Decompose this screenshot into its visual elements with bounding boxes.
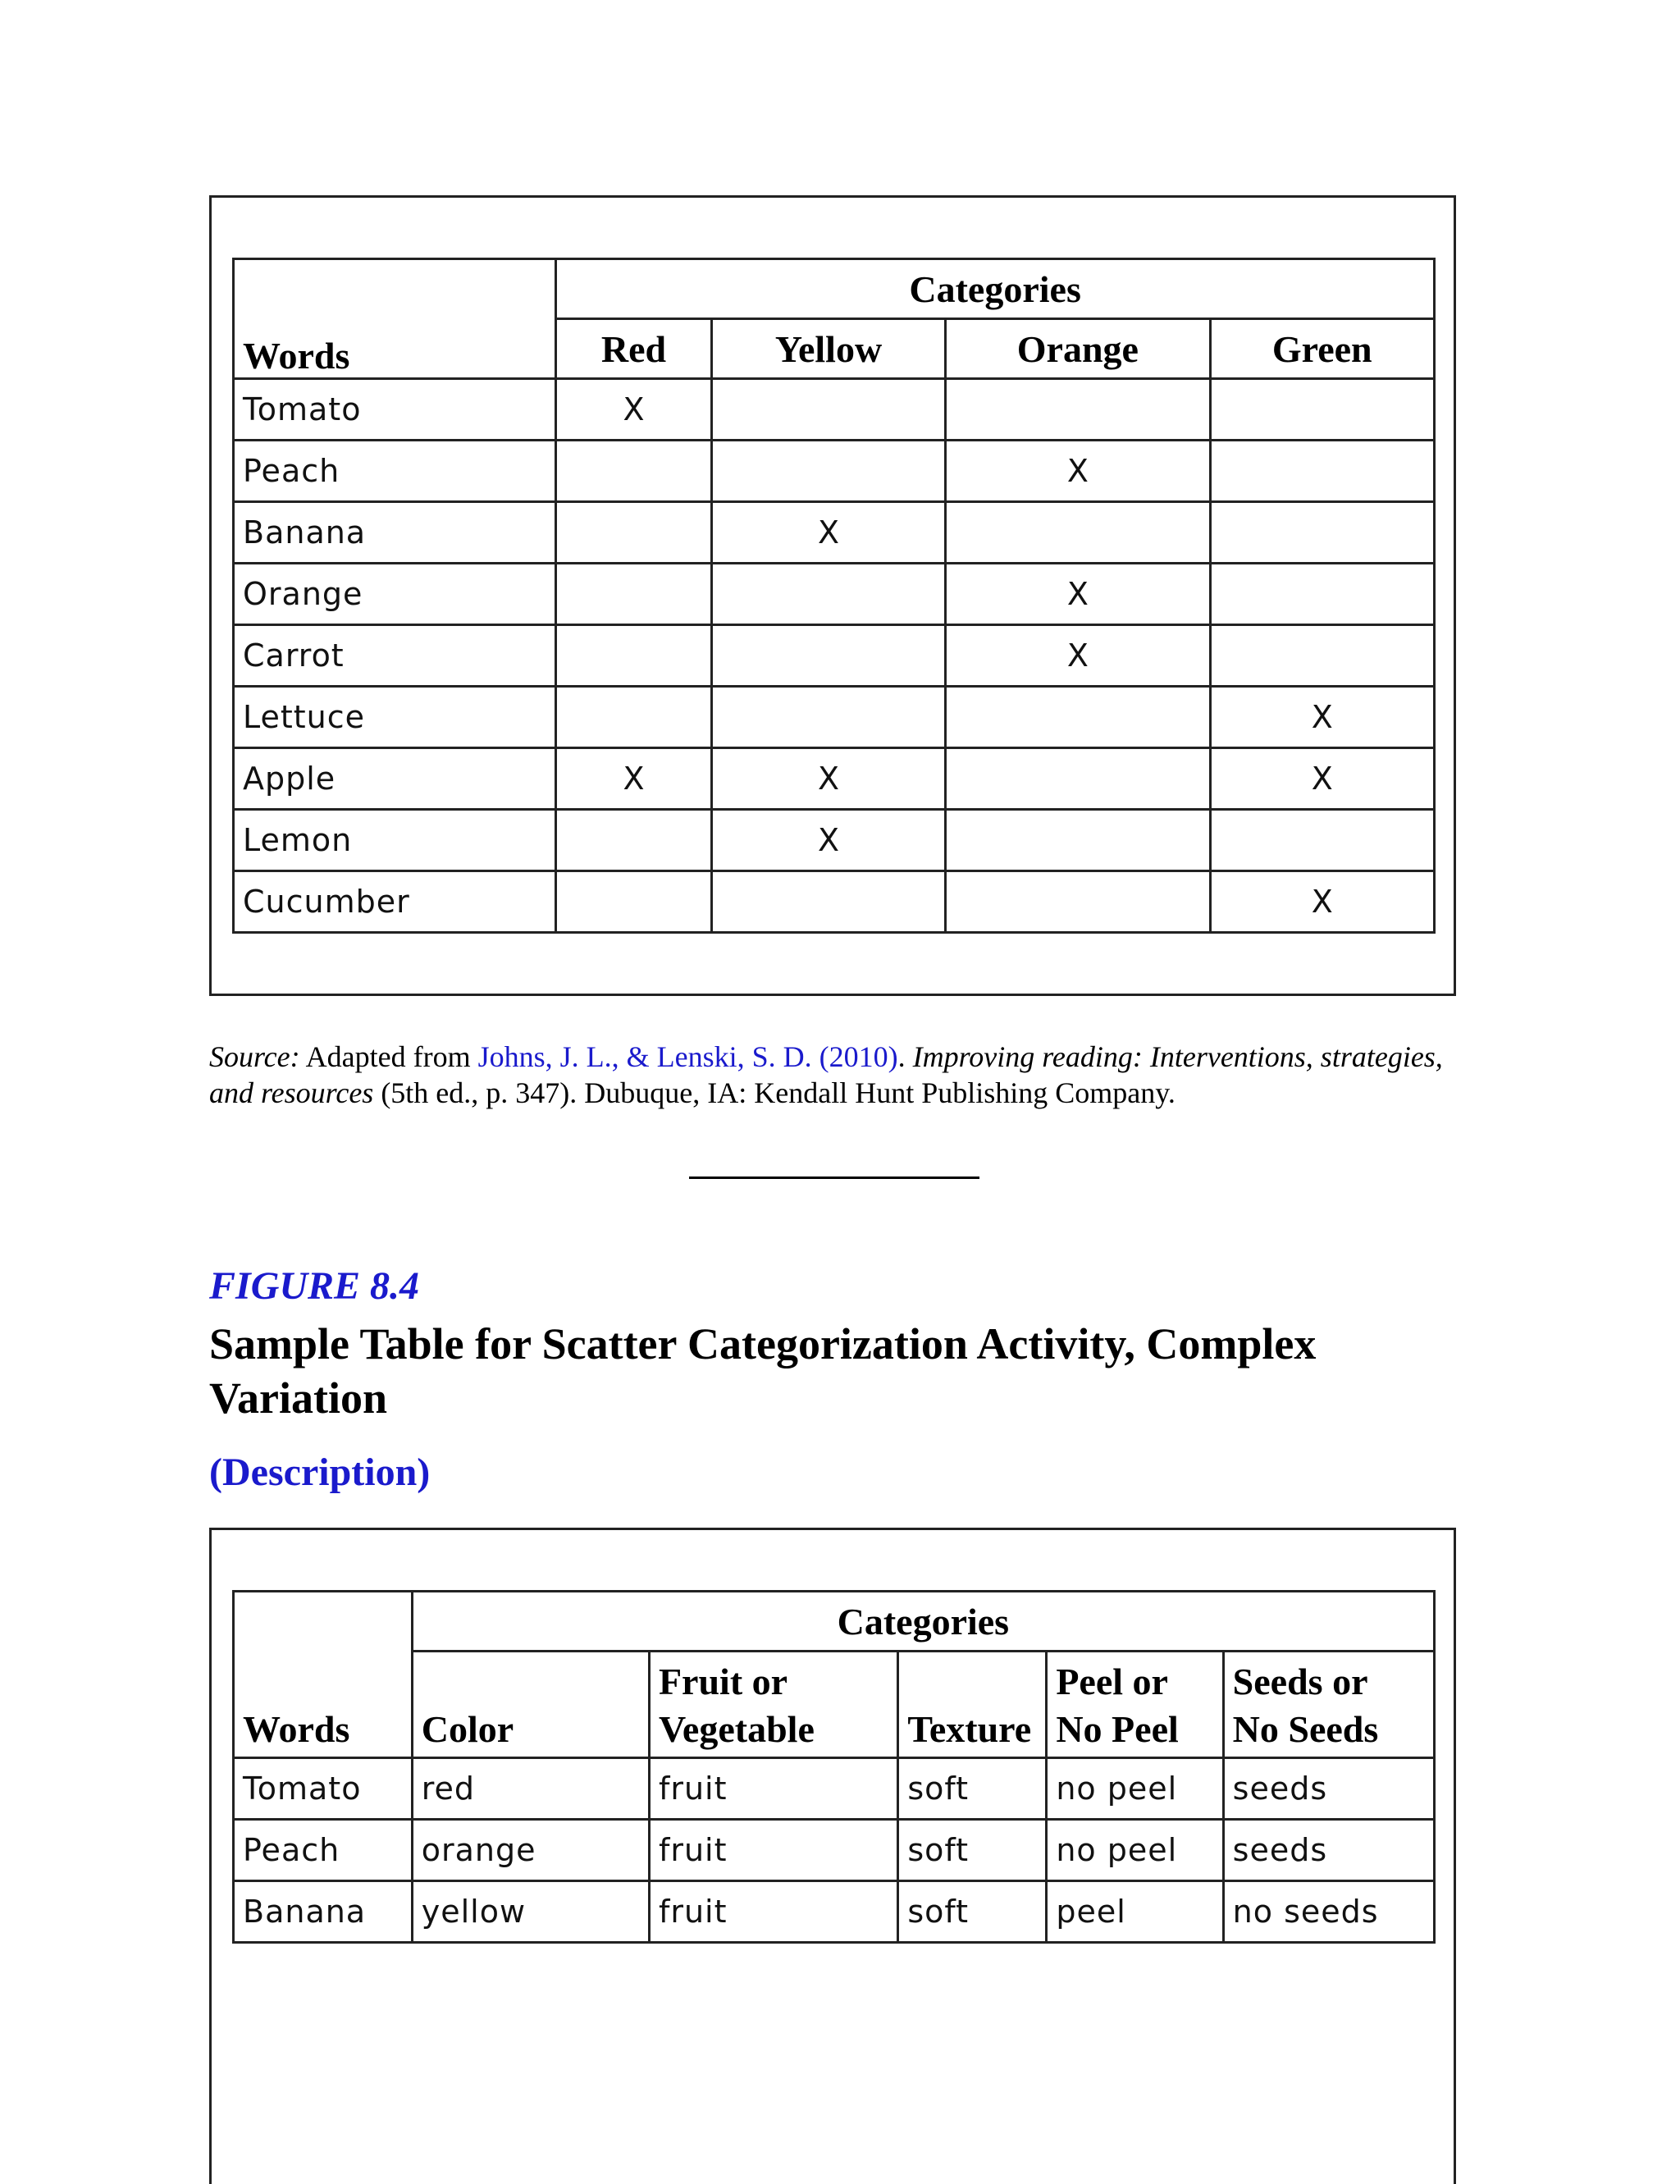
table-row (234, 687, 1435, 748)
mark-cell: X (711, 502, 945, 564)
table-frame-complex (209, 1528, 1456, 2184)
mark-cell (711, 687, 945, 748)
value-cell: yellow (412, 1881, 649, 1943)
column-header: Red (556, 319, 712, 379)
mark-cell (946, 810, 1210, 871)
column-header (1223, 1652, 1434, 1758)
mark-cell: X (946, 441, 1210, 502)
table-row (234, 810, 1435, 871)
categories-header: Categories (556, 259, 1435, 319)
table-row (234, 379, 1435, 441)
source-after-link: . (897, 1040, 913, 1073)
column-header-line2: Color (421, 1708, 514, 1750)
value-cell: fruit (649, 1758, 897, 1820)
complex-categories-table (232, 1590, 1436, 1944)
mark-cell (1210, 625, 1434, 687)
table-row (234, 1820, 1435, 1881)
mark-cell (946, 502, 1210, 564)
value-cell: soft (898, 1758, 1047, 1820)
mark-cell (556, 564, 712, 625)
table-row (234, 1758, 1435, 1820)
value-cell: no peel (1047, 1820, 1223, 1881)
word-cell: Tomato (234, 379, 556, 441)
mark-cell: X (1210, 871, 1434, 933)
column-header: Yellow (711, 319, 945, 379)
column-header-line1: Peel or (1056, 1661, 1168, 1702)
color-categories-table (232, 258, 1436, 934)
mark-cell (711, 441, 945, 502)
book-title: Improving reading: Interventions, strategies, and resources (209, 1040, 1443, 1109)
word-cell: Carrot (234, 625, 556, 687)
mark-cell (1210, 810, 1434, 871)
word-cell: Cucumber (234, 871, 556, 933)
value-cell: red (412, 1758, 649, 1820)
source-prefix: Adapted from (299, 1040, 478, 1073)
word-cell: Banana (234, 1881, 413, 1943)
word-cell: Lettuce (234, 687, 556, 748)
value-cell: seeds (1223, 1820, 1434, 1881)
mark-cell (711, 871, 945, 933)
figure-label: FIGURE 8.4 (209, 1264, 420, 1308)
column-header (1047, 1652, 1223, 1758)
mark-cell: X (1210, 748, 1434, 810)
mark-cell: X (711, 810, 945, 871)
words-header: Words (234, 1592, 413, 1758)
column-header (412, 1652, 649, 1758)
table-frame-color (209, 195, 1456, 996)
mark-cell (556, 810, 712, 871)
value-cell: fruit (649, 1881, 897, 1943)
value-cell: orange (412, 1820, 649, 1881)
value-cell: no seeds (1223, 1881, 1434, 1943)
words-header: Words (234, 259, 556, 379)
mark-cell: X (556, 748, 712, 810)
word-cell: Banana (234, 502, 556, 564)
mark-cell (1210, 379, 1434, 441)
section-divider (689, 1177, 979, 1179)
mark-cell: X (556, 379, 712, 441)
column-header-line2: No Peel (1056, 1708, 1179, 1750)
value-cell: fruit (649, 1820, 897, 1881)
mark-cell (556, 625, 712, 687)
column-header-line1: Fruit or (658, 1661, 788, 1702)
value-cell: peel (1047, 1881, 1223, 1943)
table-row (234, 502, 1435, 564)
column-header-line1: Seeds or (1232, 1661, 1368, 1702)
value-cell: seeds (1223, 1758, 1434, 1820)
column-header: Orange (946, 319, 1210, 379)
table-row (234, 871, 1435, 933)
mark-cell: X (946, 625, 1210, 687)
word-cell: Peach (234, 1820, 413, 1881)
mark-cell (1210, 564, 1434, 625)
mark-cell (556, 502, 712, 564)
column-header-line2: Texture (907, 1708, 1032, 1750)
description-link[interactable]: (Description) (209, 1451, 431, 1494)
mark-cell (711, 379, 945, 441)
value-cell: no peel (1047, 1758, 1223, 1820)
word-cell: Tomato (234, 1758, 413, 1820)
table-row (234, 748, 1435, 810)
mark-cell (711, 625, 945, 687)
word-cell: Peach (234, 441, 556, 502)
value-cell: soft (898, 1820, 1047, 1881)
column-header (649, 1652, 897, 1758)
mark-cell (556, 871, 712, 933)
mark-cell: X (1210, 687, 1434, 748)
column-header (898, 1652, 1047, 1758)
mark-cell (946, 379, 1210, 441)
column-header: Green (1210, 319, 1434, 379)
word-cell: Lemon (234, 810, 556, 871)
figure-title: Sample Table for Scatter Categorization Activity, Complex Variation (209, 1319, 1317, 1423)
table-row (234, 625, 1435, 687)
column-header-line2: No Seeds (1232, 1708, 1379, 1750)
mark-cell (946, 871, 1210, 933)
table-row (234, 441, 1435, 502)
word-cell: Apple (234, 748, 556, 810)
mark-cell (556, 687, 712, 748)
mark-cell (1210, 441, 1434, 502)
column-header-line2: Vegetable (658, 1708, 815, 1750)
mark-cell (946, 687, 1210, 748)
mark-cell (946, 748, 1210, 810)
citation-link[interactable]: Johns, J. L., & Lenski, S. D. (2010) (477, 1040, 898, 1073)
mark-cell (1210, 502, 1434, 564)
table-row (234, 1881, 1435, 1943)
mark-cell (711, 564, 945, 625)
word-cell: Orange (234, 564, 556, 625)
value-cell: soft (898, 1881, 1047, 1943)
source-citation (209, 1039, 1464, 1111)
mark-cell: X (946, 564, 1210, 625)
categories-header: Categories (412, 1592, 1434, 1652)
mark-cell (556, 441, 712, 502)
source-suffix: (5th ed., p. 347). Dubuque, IA: Kendall Hunt Publishing Company. (373, 1076, 1176, 1109)
source-label: Source: (209, 1040, 300, 1073)
mark-cell: X (711, 748, 945, 810)
table-row (234, 564, 1435, 625)
